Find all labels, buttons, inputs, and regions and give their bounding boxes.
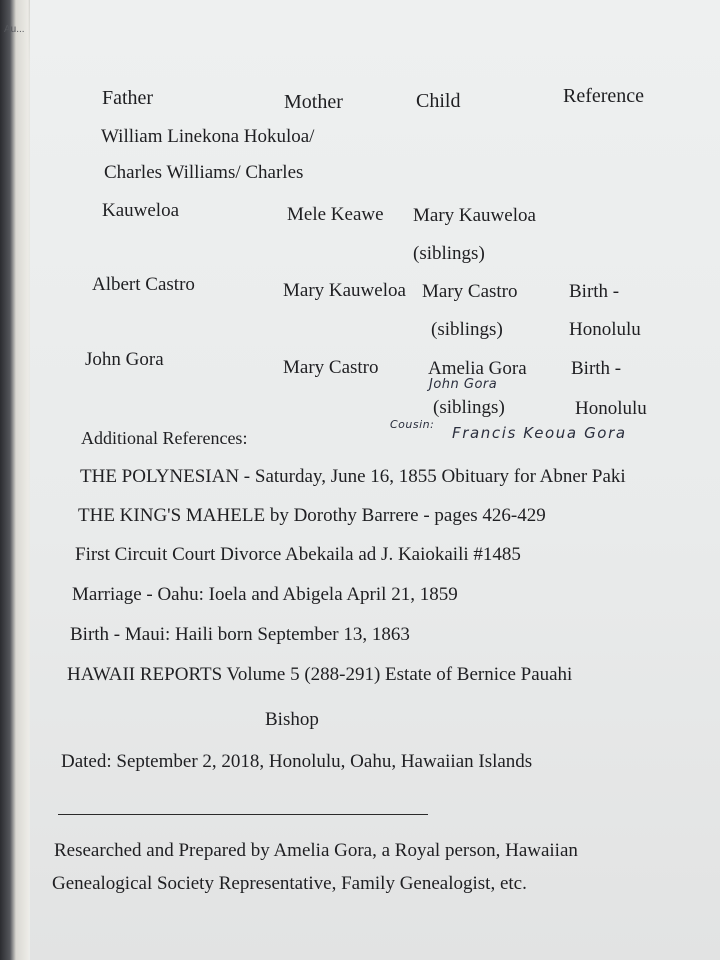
row3-child: Amelia Gora (428, 358, 527, 379)
row3-father: John Gora (85, 349, 164, 370)
row1-father-line3: Kauweloa (102, 200, 180, 221)
signature-rule (58, 814, 428, 815)
reference-item: HAWAII REPORTS Volume 5 (288-291) Estate of Bernice Pauahi (67, 664, 573, 685)
row3-reference-line1: Birth - (571, 358, 622, 379)
prepared-by-line2: Genealogical Society Representative, Family Genealogist, etc. (52, 873, 527, 894)
row1-father-line1: William Linekona Hokuloa/ (101, 126, 315, 147)
row1-child: Mary Kauweloa (413, 205, 536, 226)
row1-mother: Mele Keawe (287, 204, 384, 225)
row2-child: Mary Castro (422, 281, 518, 302)
handwritten-cousin-name: Francis Keoua Gora (452, 424, 627, 442)
reference-item: First Circuit Court Divorce Abekaila ad J. Kaiokaili #1485 (75, 544, 521, 565)
row3-reference-line2: Honolulu (575, 398, 647, 419)
reference-item: THE KING'S MAHELE by Dorothy Barrere - pages 426-429 (78, 505, 546, 526)
row2-mother: Mary Kauweloa (283, 280, 406, 301)
dated-line: Dated: September 2, 2018, Honolulu, Oahu, Hawaiian Islands (61, 751, 533, 772)
row1-child-note: (siblings) (413, 243, 485, 264)
reference-item: Birth - Maui: Haili born September 13, 1863 (70, 624, 410, 645)
additional-references-heading: Additional References: (81, 428, 248, 448)
adjacent-page-edge (0, 0, 30, 960)
row3-mother: Mary Castro (283, 357, 379, 378)
row2-child-note: (siblings) (431, 319, 503, 340)
reference-item: THE POLYNESIAN - Saturday, June 16, 1855 Obituary for Abner Paki (80, 466, 626, 487)
document-page (30, 0, 720, 960)
row1-father-line2: Charles Williams/ Charles (104, 162, 304, 183)
row2-father: Albert Castro (92, 274, 195, 295)
header-mother: Mother (284, 91, 343, 113)
row3-child-note: (siblings) (433, 397, 505, 418)
row3-handwritten-child: John Gora (429, 377, 498, 392)
reference-item-continuation: Bishop (265, 709, 319, 730)
handwritten-cousin-label: Cousin: (390, 418, 435, 431)
prepared-by-line1: Researched and Prepared by Amelia Gora, a Royal person, Hawaiian (54, 840, 578, 861)
header-child: Child (416, 90, 461, 112)
reference-item: Marriage - Oahu: Ioela and Abigela April 21, 1859 (72, 584, 458, 605)
header-father: Father (102, 87, 154, 109)
header-reference: Reference (563, 85, 645, 107)
row2-reference-line2: Honolulu (569, 319, 641, 340)
row2-reference-line1: Birth - (569, 281, 620, 302)
adjacent-page-text: Au... (4, 24, 25, 35)
